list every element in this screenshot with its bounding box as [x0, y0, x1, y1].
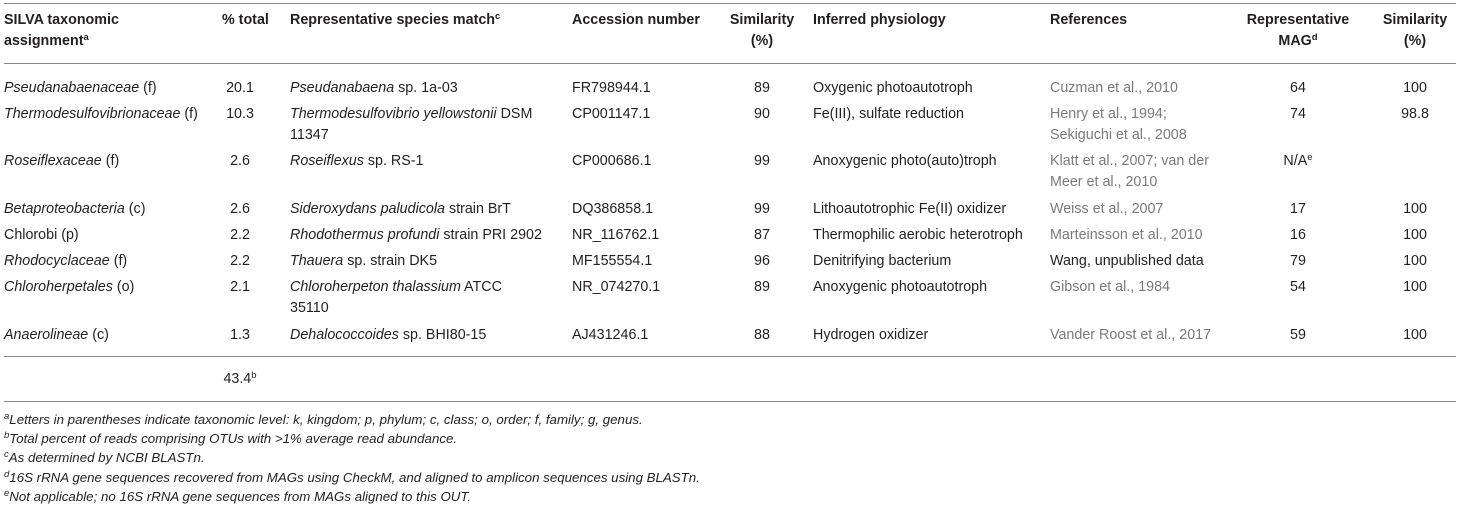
cell-similarity-2: 98.8	[1401, 106, 1429, 122]
cell-physiology: Oxygenic photoautotroph	[813, 80, 973, 96]
header-pct-total: % total	[222, 12, 269, 28]
cell-similarity: 99	[754, 201, 770, 217]
cell-physiology: Lithoautotrophic Fe(II) oxidizer	[813, 201, 1007, 217]
cell-taxon: Rhodocyclaceae (f)	[4, 253, 128, 269]
cell-physiology: Denitrifying bacterium	[813, 253, 952, 269]
cell-accession: DQ386858.1	[572, 201, 654, 217]
cell-accession: AJ431246.1	[572, 327, 649, 343]
cell-accession: NR_116762.1	[572, 227, 660, 243]
cell-similarity-2: 100	[1403, 227, 1427, 243]
cell-pct: 10.3	[226, 106, 254, 122]
header-similarity: Similarity (%)	[729, 12, 795, 49]
cell-species: Rhodothermus profundi strain PRI 2902	[290, 227, 542, 243]
cell-reference-link[interactable]: Gibson et al., 1984	[1050, 279, 1171, 295]
cell-species: Dehalococcoides sp. BHI80-15	[290, 327, 487, 343]
cell-reference-link[interactable]: Klatt et al., 2007; van der Meer et al., 2010	[1050, 153, 1209, 190]
cell-pct: 2.6	[230, 153, 250, 169]
cell-taxon: Chlorobi (p)	[4, 227, 79, 243]
footnote: $^e$Not applicable; no 16S rRNA gene sequences from MAGs aligned to this OUT.	[4, 488, 471, 504]
cell-reference-link[interactable]: Marteinsson et al., 2010	[1050, 227, 1203, 243]
bottom-rule	[4, 401, 1456, 402]
cell-pct: 20.1	[226, 80, 254, 96]
cell-species: Pseudanabaena sp. 1a-03	[290, 80, 458, 96]
header-taxon: SILVA taxonomic assignment$^a$	[4, 12, 119, 49]
cell-reference-link[interactable]: Weiss et al., 2007	[1050, 201, 1164, 217]
cell-mag: 74	[1290, 106, 1306, 122]
cell-mag: 16	[1290, 227, 1306, 243]
header-similarity-2: Similarity (%)	[1382, 12, 1448, 49]
cell-similarity-2: 100	[1403, 327, 1427, 343]
body-rule	[4, 356, 1456, 357]
top-rule	[4, 3, 1456, 4]
cell-accession: CP001147.1	[572, 106, 651, 122]
header-species: Representative species match$^c$	[290, 11, 501, 28]
cell-species: Thauera sp. strain DK5	[290, 253, 438, 269]
total-value: 43.4$^b$	[223, 370, 257, 387]
cell-mag: 79	[1290, 253, 1306, 269]
header-references: References	[1050, 12, 1128, 28]
cell-similarity: 88	[754, 327, 770, 343]
header-accession: Accession number	[572, 12, 700, 28]
cell-pct: 2.2	[230, 227, 250, 243]
cell-mag: 54	[1290, 279, 1306, 295]
cell-similarity: 87	[754, 227, 770, 243]
cell-similarity: 90	[754, 106, 770, 122]
cell-physiology: Anoxygenic photo(auto)troph	[813, 153, 997, 169]
cell-mag: 17	[1290, 201, 1306, 217]
cell-pct: 1.3	[230, 327, 250, 343]
cell-reference-link[interactable]: Vander Roost et al., 2017	[1050, 327, 1212, 343]
cell-pct: 2.2	[230, 253, 250, 269]
cell-mag: 59	[1290, 327, 1306, 343]
cell-taxon: Betaproteobacteria (c)	[4, 201, 146, 217]
cell-species: Roseiflexus sp. RS-1	[290, 153, 424, 169]
cell-reference-link[interactable]: Henry et al., 1994; Sekiguchi et al., 2008	[1050, 106, 1187, 143]
cell-accession: MF155554.1	[572, 253, 653, 269]
header-rule	[4, 63, 1456, 64]
cell-similarity: 96	[754, 253, 770, 269]
header-mag: Representative MAG$^d$	[1246, 12, 1350, 49]
cell-accession: FR798944.1	[572, 80, 651, 96]
cell-physiology: Fe(III), sulfate reduction	[813, 106, 964, 122]
cell-physiology: Thermophilic aerobic heterotroph	[813, 227, 1023, 243]
header-physiology: Inferred physiology	[813, 12, 946, 28]
cell-mag: $N/A^e$	[1283, 152, 1313, 169]
cell-taxon: Anaerolineae (c)	[4, 327, 109, 343]
footnote: $^a$Letters in parentheses indicate taxonomic level: k, kingdom; p, phylum; c, class; o, order; f, family; g, genus.	[4, 411, 643, 427]
cell-similarity-2: 100	[1403, 253, 1427, 269]
cell-taxon: Roseiflexaceae (f)	[4, 153, 120, 169]
cell-species: Thermodesulfovibrio yellowstonii DSM 11347	[290, 106, 533, 143]
cell-similarity-2: 100	[1403, 80, 1427, 96]
footnote: $^c$As determined by NCBI BLASTn.	[4, 449, 205, 465]
cell-reference-link[interactable]: Cuzman et al., 2010	[1050, 80, 1178, 96]
footnote: $^d$16S rRNA gene sequences recovered from MAGs using CheckM, and aligned to amplicon sequences using BLASTn.	[4, 469, 700, 485]
cell-accession: CP000686.1	[572, 153, 652, 169]
cell-similarity: 99	[754, 153, 770, 169]
cell-mag: 64	[1290, 80, 1306, 96]
cell-species: Sideroxydans paludicola strain BrT	[290, 201, 511, 217]
cell-pct: 2.6	[230, 201, 250, 217]
cell-species: Chloroherpeton thalassium ATCC 35110	[290, 279, 502, 316]
footnote: $^b$Total percent of reads comprising OTUs with >1% average read abundance.	[4, 430, 458, 446]
cell-physiology: Anoxygenic photoautotroph	[813, 279, 988, 295]
cell-similarity: 89	[754, 279, 770, 295]
cell-reference: Wang, unpublished data	[1050, 253, 1204, 269]
cell-taxon: Chloroherpetales (o)	[4, 279, 135, 295]
cell-similarity-2: 100	[1403, 201, 1427, 217]
cell-accession: NR_074270.1	[572, 279, 661, 295]
cell-similarity: 89	[754, 80, 770, 96]
cell-physiology: Hydrogen oxidizer	[813, 327, 929, 343]
cell-pct: 2.1	[230, 279, 250, 295]
cell-similarity-2: 100	[1403, 279, 1427, 295]
cell-taxon: Pseudanabaenaceae (f)	[4, 80, 157, 96]
cell-taxon: Thermodesulfovibrionaceae (f)	[4, 106, 198, 122]
